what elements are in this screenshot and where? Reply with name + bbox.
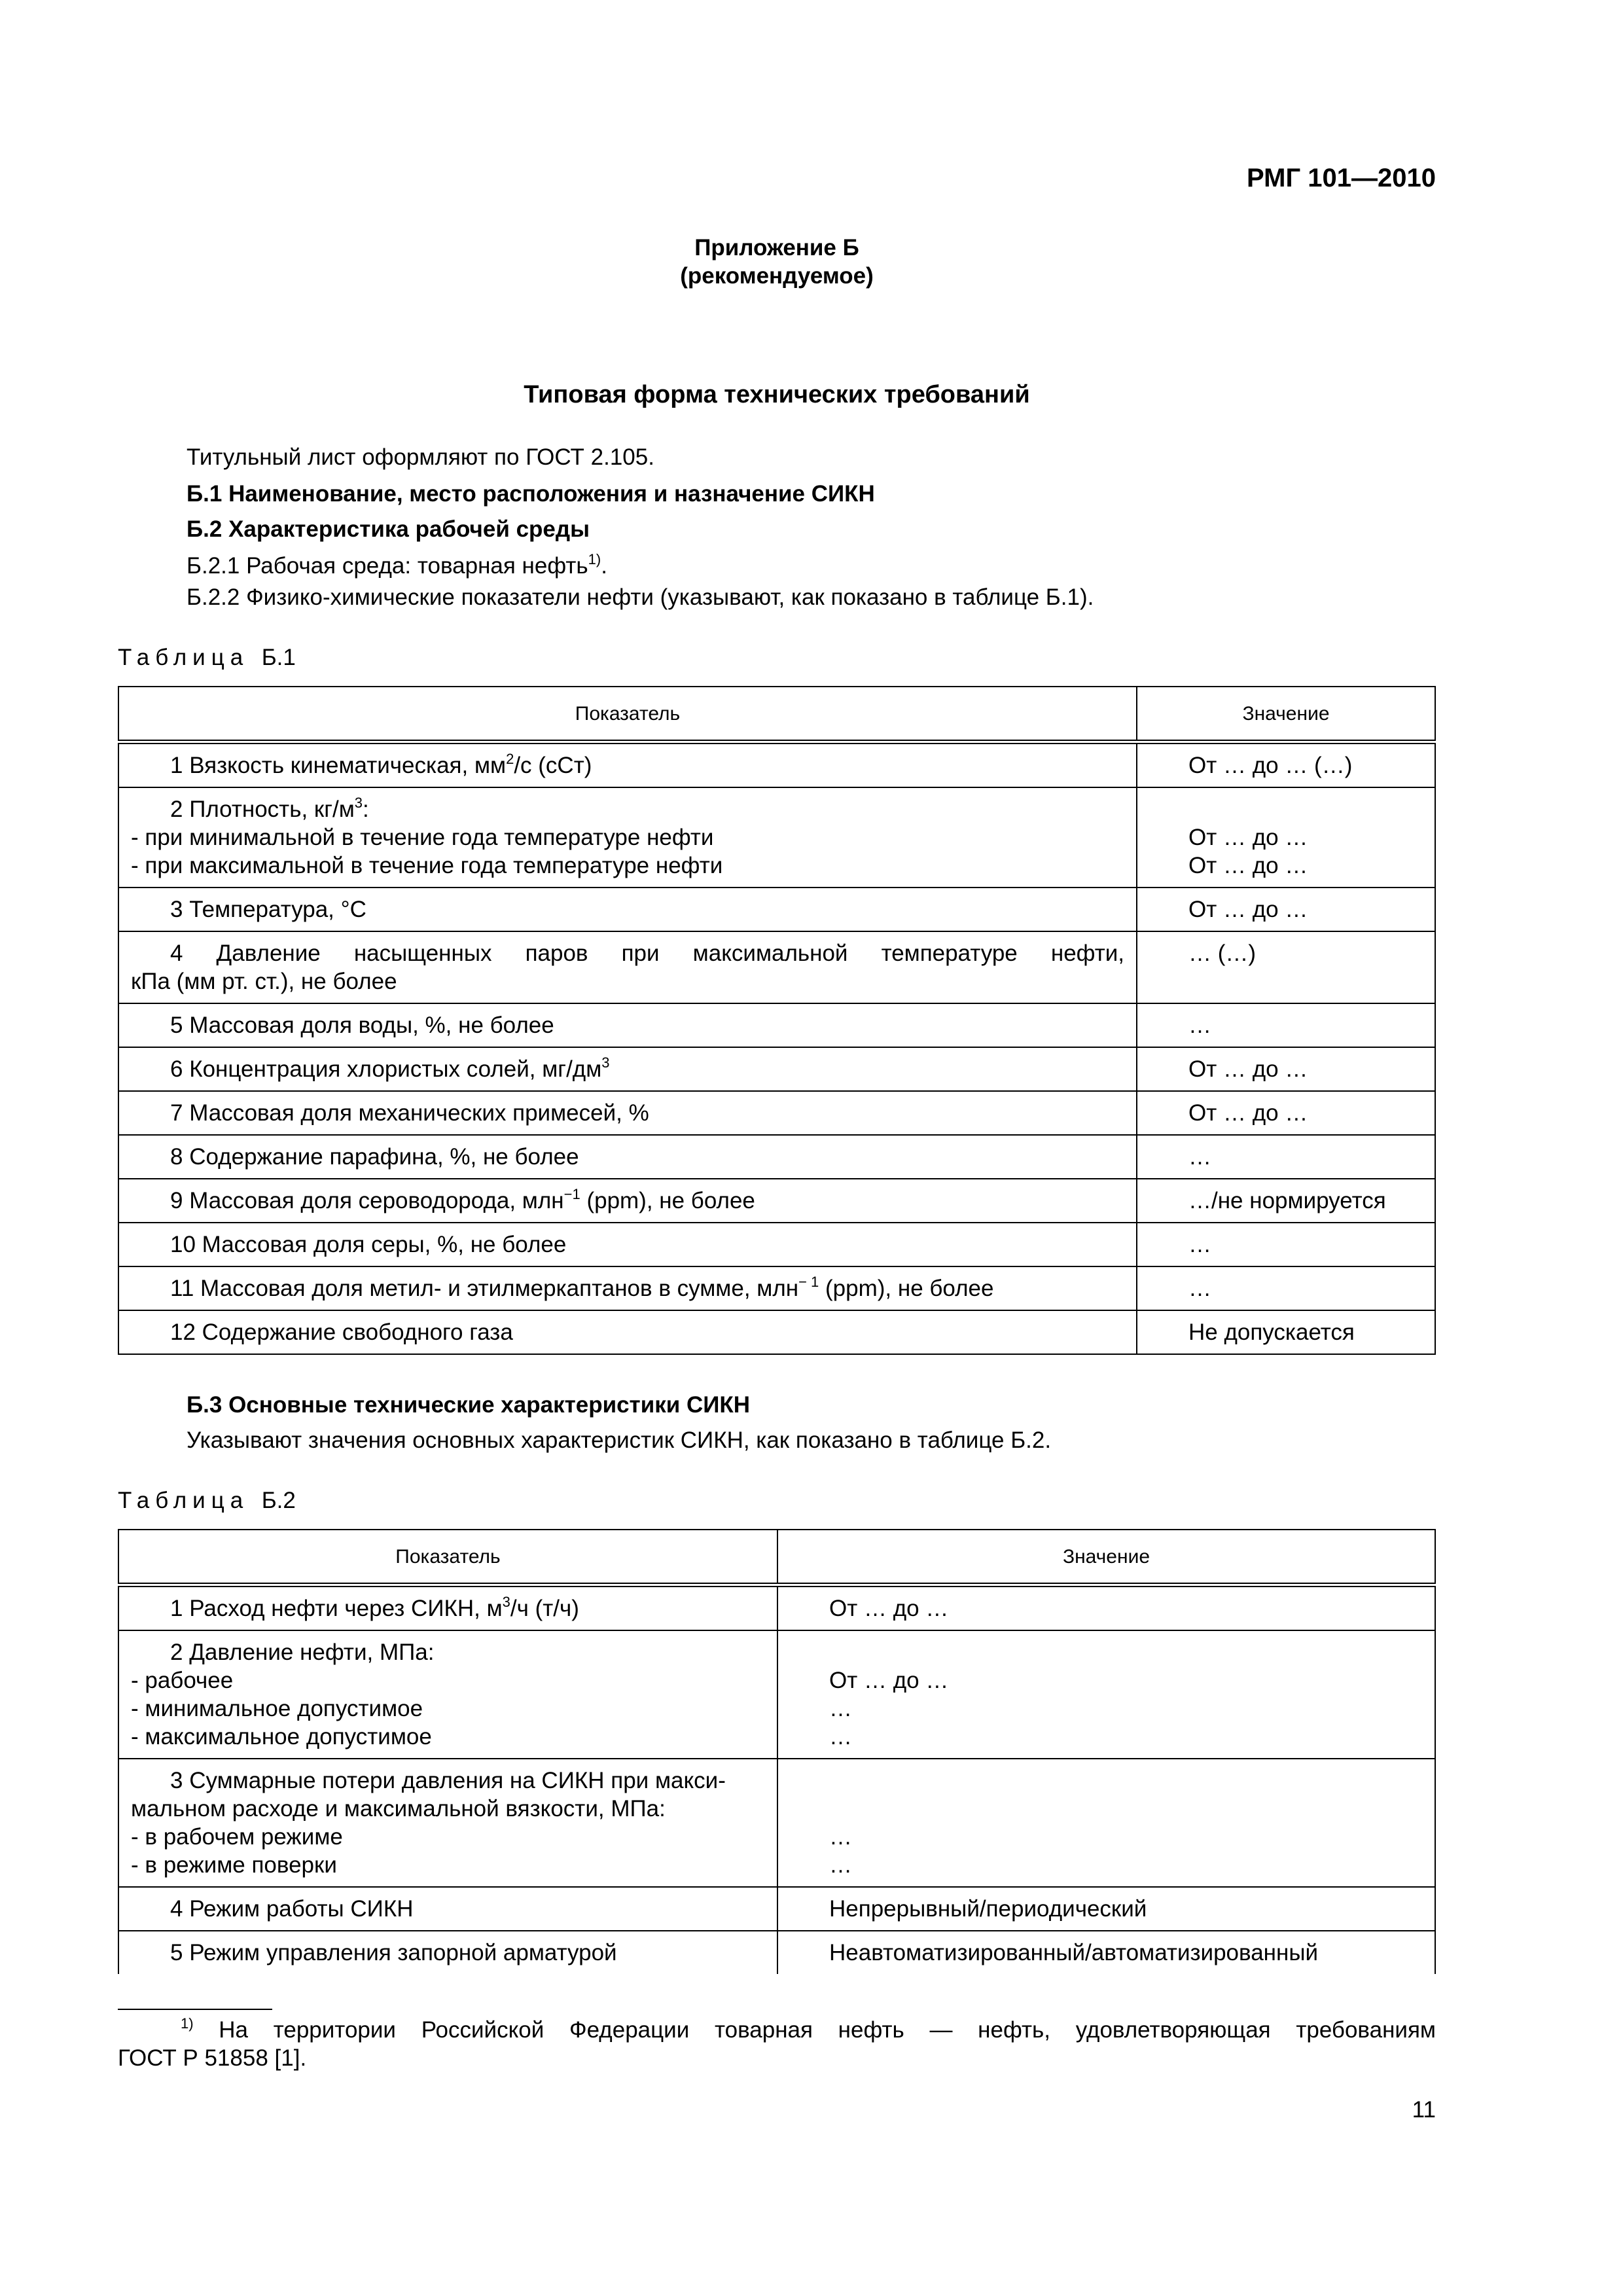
value-line: От … до … [1188,853,1308,878]
value-cell [1137,1003,1435,1047]
parameter-line [131,1767,765,1795]
superscript: 3 [601,1054,610,1071]
text: - при максимальной в течение года температуре нефти [131,853,723,878]
parameter-cell [118,1931,777,1974]
parameter-cell [118,1179,1137,1223]
text: 9 Массовая доля сероводорода, млн [170,1188,564,1213]
value-cell [1137,787,1435,888]
text: - в режиме поверки [131,1852,337,1878]
value-line: … [829,1696,852,1721]
parameter-line [131,1666,765,1695]
parameter-cell [118,742,1137,788]
parameter-line [131,1823,765,1851]
text: 2 Плотность, кг/м [170,797,355,822]
value-cell [1137,888,1435,931]
table-row [118,1310,1435,1354]
parameter-line [131,1230,1124,1259]
table1-label [118,645,296,671]
superscript: 2 [506,751,514,767]
parameter-cell [118,1135,1137,1179]
parameter-cell [118,1047,1137,1091]
superscript: − 1 [798,1274,819,1290]
table-row [118,1931,1435,1974]
parameter-cell [118,1759,777,1887]
clause-b21-text: Б.2.1 Рабочая среда: товарная нефть [187,553,588,579]
value-cell [777,1630,1435,1759]
text: 8 Содержание парафина, %, не более [170,1144,579,1170]
parameter-line [131,1638,765,1666]
parameter-line [131,795,1124,823]
table-row [118,1179,1435,1223]
parameter-line [131,1895,765,1923]
table-b2 [118,1529,1436,1974]
value-cell [1137,1135,1435,1179]
text: - рабочее [131,1668,234,1693]
parameter-line [131,1011,1124,1039]
text: 5 Режим управления запорной арматурой [170,1940,617,1965]
value-line [829,1638,1423,1666]
footnote-text: На территории Российской Федерации товарная нефть — нефть, удовлетворяющая требованиям [193,2017,1436,2043]
parameter-cell [118,1585,777,1631]
table-row [118,1047,1435,1091]
clause-b21 [187,552,607,580]
value-cell [1137,1091,1435,1135]
value-cell [1137,1310,1435,1354]
footnote-line-1 [118,2016,1436,2044]
value-line [1188,795,1423,823]
parameter-line [131,1795,765,1823]
parameter-line [131,1939,765,1967]
text: 7 Массовая доля механических примесей, % [170,1100,649,1126]
appendix-status: (рекомендуемое) [680,263,874,289]
value-line: … [1188,1276,1211,1301]
value-cell [777,1759,1435,1887]
text: кПа (мм рт. ст.), не более [131,969,397,994]
value-line: От … до … [1188,1056,1308,1082]
header-parameter: Показатель [118,1530,777,1585]
parameter-cell [118,1887,777,1931]
text: (ppm), не более [819,1276,994,1301]
text: мальном расходе и максимальной вязкости, МПа: [131,1796,666,1821]
value-line: От … до … [1188,897,1308,922]
text: - максимальное допустимое [131,1724,432,1749]
text: 6 Концентрация хлористых солей, мг/дм [170,1056,602,1082]
table-header-row [118,1530,1435,1585]
footnote-ref[interactable]: 1) [588,551,601,567]
value-cell [1137,1223,1435,1266]
table-row [118,1887,1435,1931]
parameter-cell [118,1630,777,1759]
value-cell [1137,931,1435,1003]
parameter-line [131,852,1124,880]
table1-label-num: Б.1 [261,645,296,670]
table-b1 [118,686,1436,1355]
footnote-separator [118,2009,272,2010]
parameter-line [131,1187,1124,1215]
table2-label [118,1488,296,1514]
parameter-line [131,1274,1124,1302]
text: 1 Вязкость кинематическая, мм [170,753,507,778]
value-cell [1137,1047,1435,1091]
table2-label-num: Б.2 [261,1488,296,1513]
value-line: … [829,1724,852,1749]
text: /с (сСт) [514,753,592,778]
table-header-row [118,687,1435,742]
parameter-line [131,967,1124,996]
header-parameter: Показатель [118,687,1137,742]
parameter-cell [118,787,1137,888]
parameter-line [131,823,1124,852]
superscript: 3 [502,1594,510,1610]
clause-b21-end: . [601,553,607,579]
value-cell [1137,1266,1435,1310]
text: /ч (т/ч) [510,1596,579,1621]
section-title: Типовая форма технических требований [524,381,1030,408]
parameter-cell [118,931,1137,1003]
heading-b3: Б.3 Основные технические характеристики СИКН [187,1392,751,1418]
parameter-line [131,1143,1124,1171]
table-row [118,742,1435,788]
table-row [118,787,1435,888]
table-row [118,1223,1435,1266]
table-row [118,1091,1435,1135]
header-value: Значение [1137,687,1435,742]
table-row [118,1135,1435,1179]
table-row [118,1585,1435,1631]
value-cell [777,1887,1435,1931]
table-row [118,1630,1435,1759]
parameter-line [131,939,1124,967]
text: 1 Расход нефти через СИКН, м [170,1596,503,1621]
text: : [363,797,369,822]
text: 3 Температура, °С [170,897,366,922]
parameter-cell [118,1003,1137,1047]
value-cell [1137,1179,1435,1223]
value-line: Непрерывный/периодический [829,1896,1147,1922]
value-line: … [829,1824,852,1850]
table-row [118,1266,1435,1310]
footnote [118,2016,1436,2072]
value-line: … [1188,1232,1211,1257]
parameter-cell [118,1091,1137,1135]
parameter-cell [118,1266,1137,1310]
value-line: … (…) [1188,941,1257,966]
parameter-line [131,1594,765,1623]
parameter-cell [118,1223,1137,1266]
text: 12 Содержание свободного газа [170,1319,513,1345]
value-line: Не допускается [1188,1319,1355,1345]
footnote-line-2: ГОСТ Р 51858 [1]. [118,2045,307,2071]
value-cell [777,1585,1435,1631]
clause-b22: Б.2.2 Физико-химические показатели нефти (указывают, как показано в таблице Б.1). [187,584,1094,610]
text: - в рабочем режиме [131,1824,343,1850]
footnote-marker: 1) [181,2015,194,2032]
superscript: 3 [354,795,363,811]
text: - минимальное допустимое [131,1696,423,1721]
value-line: …/не нормируется [1188,1188,1386,1213]
value-line: От … до … (…) [1188,753,1353,778]
parameter-line [131,751,1124,780]
superscript: −1 [563,1186,580,1202]
heading-b2: Б.2 Характеристика рабочей среды [187,516,590,542]
header-value: Значение [777,1530,1435,1585]
value-line [829,1767,1423,1795]
appendix-title: Приложение Б [694,235,859,260]
value-line: От … до … [829,1596,949,1621]
text: (ppm), не более [580,1188,755,1213]
text: 4 Режим работы СИКН [170,1896,414,1922]
value-line: От … до … [1188,825,1308,850]
parameter-line [131,1851,765,1879]
parameter-line [131,1055,1124,1083]
value-line [829,1795,1423,1823]
intro-text: Титульный лист оформляют по ГОСТ 2.105. [187,444,654,470]
value-line: … [829,1852,852,1878]
table-row [118,931,1435,1003]
value-cell [777,1931,1435,1974]
value-line: От … до … [1188,1100,1308,1126]
table2-label-word: Таблица [118,1488,249,1513]
table-row [118,888,1435,931]
text: - при минимальной в течение года температуре нефти [131,825,714,850]
parameter-line [131,1099,1124,1127]
text: 10 Массовая доля серы, %, не более [170,1232,567,1257]
parameter-line [131,1318,1124,1346]
heading-b1: Б.1 Наименование, место расположения и назначение СИКН [187,481,875,507]
text: 2 Давление нефти, МПа: [170,1640,435,1665]
value-cell [1137,742,1435,788]
b3-text: Указывают значения основных характеристик СИКН, как показано в таблице Б.2. [187,1427,1052,1453]
text: 3 Суммарные потери давления на СИКН при макси- [170,1768,726,1793]
table1-label-word: Таблица [118,645,249,670]
value-line: От … до … [829,1668,949,1693]
text: 4 Давление насыщенных паров при максимальной температуре нефти, [170,941,1124,966]
table-row [118,1003,1435,1047]
document-code: РМГ 101—2010 [1247,164,1436,192]
page-number: 11 [1412,2097,1436,2123]
value-line: … [1188,1013,1211,1038]
parameter-cell [118,1310,1137,1354]
parameter-line [131,895,1124,924]
parameter-line [131,1723,765,1751]
parameter-line [131,1695,765,1723]
value-line: … [1188,1144,1211,1170]
value-line: Неавтоматизированный/автоматизированный [829,1940,1319,1965]
text: 5 Массовая доля воды, %, не более [170,1013,554,1038]
text: 11 Массовая доля метил- и этилмеркаптанов в сумме, млн [170,1276,799,1301]
parameter-cell [118,888,1137,931]
table-row [118,1759,1435,1887]
